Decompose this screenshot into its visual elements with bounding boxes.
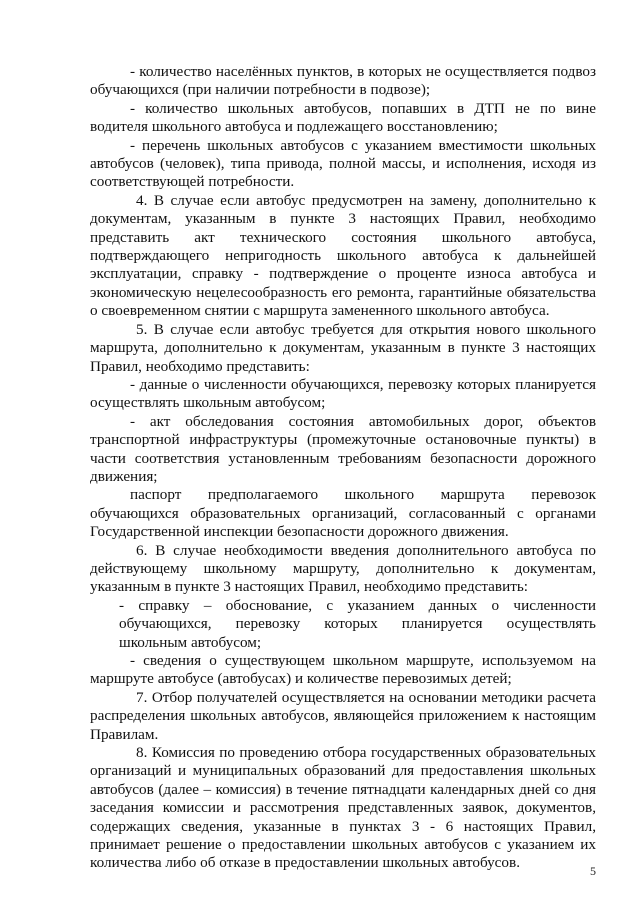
- text-line: Государственной инспекции безопасности дорожного движения.: [90, 523, 509, 541]
- text-line: соответствующей потребности.: [90, 173, 295, 191]
- text-line: 7. Отбор получателей осуществляется на основании методики расчета: [136, 688, 596, 706]
- text-line: количества либо об отказе в предоставлении школьных автобусов.: [90, 854, 520, 872]
- text-line: 5. В случае если автобус требуется для открытия нового школьного: [136, 320, 596, 338]
- text-line: осуществлять школьным автобусом;: [90, 394, 326, 412]
- text-line: о своевременном снятии с маршрута замененного школьного автобуса.: [90, 302, 550, 320]
- text-line: 6. В случае необходимости введения дополнительного автобуса по: [136, 541, 596, 559]
- text-line: транспортной инфраструктуры (промежуточные остановочные пункты) в: [90, 431, 596, 449]
- text-line: подтверждающего непригодность школьного автобуса к дальнейшей: [90, 247, 596, 265]
- text-line: маршрута, дополнительно к документам, указанным в пункте 3 настоящих: [90, 339, 596, 357]
- text-line: - акт обследования состояния автомобильных дорог, объектов: [130, 412, 596, 430]
- text-line: распределения школьных автобусов, являющейся приложением к настоящим: [90, 707, 596, 725]
- text-line: документам, указанным в пункте 3 настоящих Правил, необходимо: [90, 210, 596, 228]
- text-line: 8. Комиссия по проведению отбора государственных образовательных: [136, 744, 596, 762]
- text-line: принимает решение о предоставлении школьных автобусов с указанием их: [90, 836, 596, 854]
- page-number: 5: [590, 864, 596, 878]
- text-line: движения;: [90, 467, 158, 485]
- document-body: [90, 63, 596, 873]
- text-line: эксплуатации, справку - подтверждение о проценте износа автобуса и: [90, 265, 596, 283]
- text-line: представить акт технического состояния школьного автобуса,: [90, 228, 596, 246]
- text-line: содержащих сведения, указанные в пунктах 3 - 6 настоящих Правил,: [90, 817, 596, 835]
- text-line: - сведения о существующем школьном маршруте, используемом на: [130, 652, 596, 669]
- text-line: - количество школьных автобусов, попавших в ДТП не по вине: [130, 99, 596, 117]
- text-line: Правилам.: [90, 725, 159, 743]
- text-line: организаций и муниципальных образований для предоставления школьных: [90, 762, 596, 780]
- text-line: заседания комиссии и рассмотрения представленных заявок, документов,: [90, 799, 596, 817]
- text-line: маршруте автобусе (автобусах) и количестве перевозимых детей;: [90, 670, 512, 688]
- text-line: действующему школьному маршруту, дополнительно к документам,: [90, 559, 596, 577]
- text-line: автобусов (человек), типа привода, полной массы, и исполнения, исходя из: [90, 155, 596, 173]
- text-line: указанным в пункте 3 настоящих Правил, необходимо представить:: [90, 578, 528, 596]
- text-line: обучающихся (при наличии потребности в подвозе);: [90, 81, 431, 99]
- text-line: обучающихся, перевозку которых планируется осуществлять: [119, 615, 596, 633]
- text-line: Правил, необходимо представить:: [90, 357, 310, 375]
- text-line: части соответствия установленным требованиям безопасности дорожного: [90, 449, 596, 467]
- text-line: - количество населённых пунктов, в которых не осуществляется подвоз: [130, 63, 596, 80]
- text-line: - данные о численности обучающихся, перевозку которых планируется: [130, 375, 596, 393]
- text-line: обучающихся образовательных организаций, согласованный с органами: [90, 504, 596, 522]
- text-line: 4. В случае если автобус предусмотрен на замену, дополнительно к: [136, 191, 596, 209]
- text-line: паспорт предполагаемого школьного маршрута перевозок: [130, 486, 596, 504]
- text-line: экономическую нецелесообразность его ремонта, гарантийные обязательства: [90, 283, 596, 301]
- text-line: водителя школьного автобуса и подлежащего восстановлению;: [90, 118, 498, 136]
- text-line: автобусов (далее – комиссия) в течение пятнадцати календарных дней со дня: [90, 780, 596, 798]
- text-line: школьным автобусом;: [119, 633, 262, 651]
- text-line: - перечень школьных автобусов с указанием вместимости школьных: [130, 136, 596, 154]
- text-line: - справку – обоснование, с указанием данных о численности: [119, 596, 596, 614]
